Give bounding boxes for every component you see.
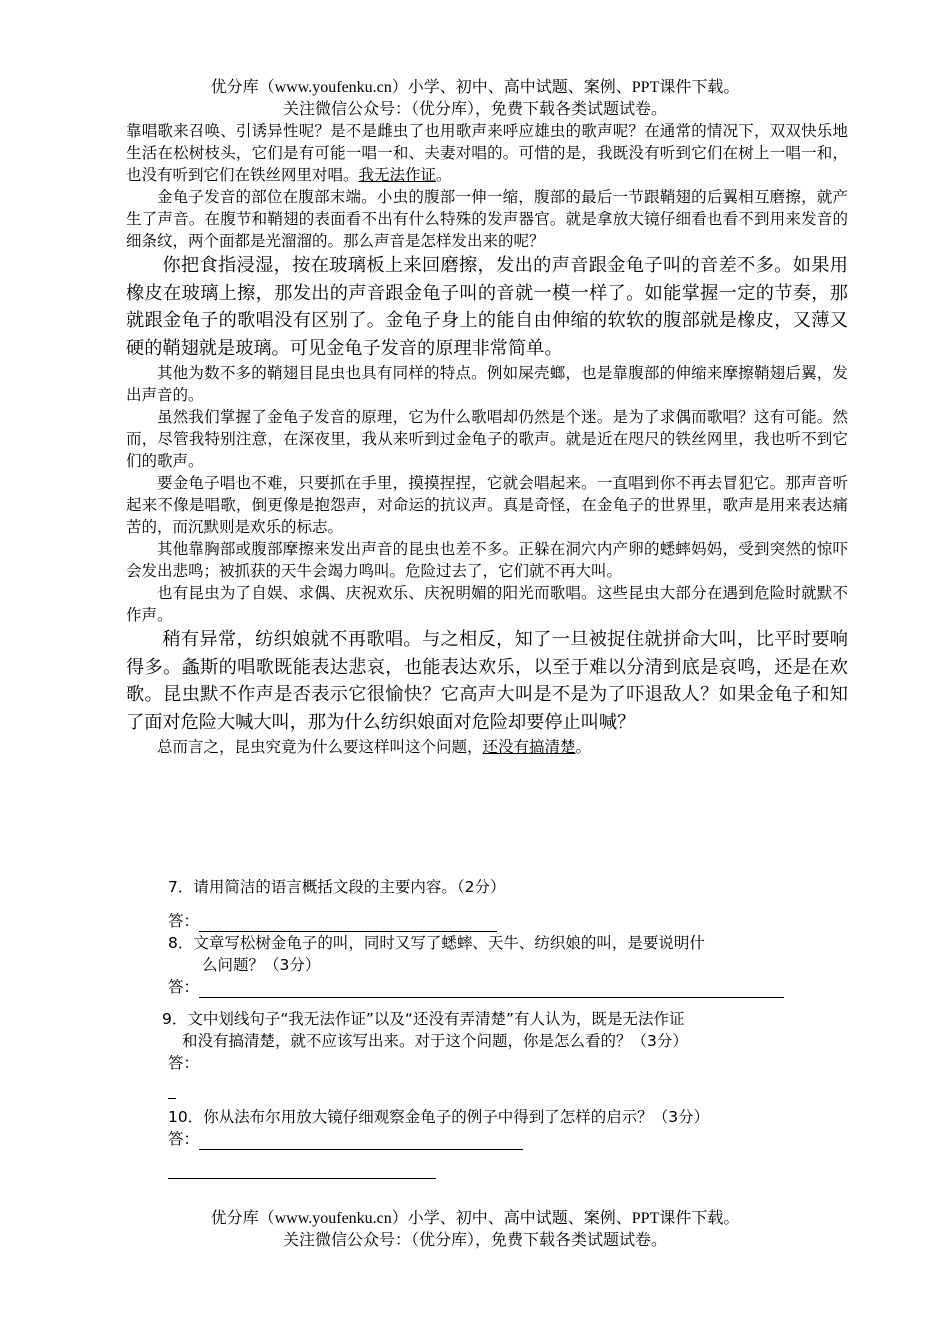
question-9-line-2: 和没有搞清楚，就不应该写出来。对于这个问题，你是怎么看的？（3分）	[182, 1032, 688, 1050]
answer-label-9: 答：	[168, 1054, 200, 1072]
p10-text: 总而言之，昆虫究竟为什么要这样叫这个问题，	[157, 738, 483, 756]
underlined-sentence-2: 还没有搞清楚	[482, 738, 576, 756]
question-8	[168, 932, 705, 976]
passage-paragraph-8: 也有昆虫为了自娱、求偶、庆祝欢乐、庆祝明媚的阳光而歌唱。这些昆虫大部分在遇到危险时就默不作声。	[126, 584, 848, 624]
question-7: 7．请用简洁的语言概括文段的主要内容。（2分）	[168, 878, 506, 896]
answer-line-9[interactable]	[168, 1098, 176, 1099]
reading-passage	[126, 120, 848, 758]
passage-paragraph-6: 要金龟子唱也不难，只要抓在手里，摸摸捏捏，它就会唱起来。一直唱到你不再去冒犯它。那声音听起来不像是唱歌，倒更像是抱怨声，对命运的抗议声。真是奇怪，在金龟子的世界里，歌声是用来表达痛苦的，而沉默则是欢乐的标志。	[126, 474, 848, 536]
passage-paragraph-3: 你把食指浸湿，按在玻璃板上来回磨擦，发出的声音跟金龟子叫的音差不多。如果用橡皮在玻璃上擦，那发出的声音跟金龟子叫的音就一模一样了。如能掌握一定的节奏，那就跟金龟子的歌唱没有区别了。金龟子身上的能自由伸缩的软软的腹部就是橡皮，又薄又硬的鞘翅就是玻璃。可见金龟子发音的原理非常简单。	[126, 255, 848, 359]
passage-paragraph-5: 虽然我们掌握了金龟子发音的原理，它为什么歌唱却仍然是个迷。是为了求偶而歌唱？这有可能。然而，尽管我特别注意，在深夜里，我从来听到过金龟子的歌声。就是近在咫尺的铁丝网里，我也听不到它们的歌声。	[126, 408, 848, 470]
answer-7	[168, 910, 497, 932]
p1-text: 靠唱歌来召唤、引诱异性呢？是不是雌虫了也用歌声来呼应雄虫的歌声呢？在通常的情况下，双双快乐地生活在松树枝头，它们是有可能一唱一和、夫妻对唱的。可惜的是，我既没有听到它们在树上一唱一和，也没有听到它们在铁丝网里对唱。	[126, 122, 848, 184]
underlined-sentence-1: 我无法作证	[358, 166, 437, 184]
question-9-line-1: 9．文中划线句子“我无法作证”以及“还没有弄清楚”有人认为，既是无法作证	[162, 1010, 685, 1028]
answer-9	[168, 1052, 199, 1074]
page-header	[0, 77, 950, 121]
footer-line-1: 优分库（www.youfenku.cn）小学、初中、高中试题、案例、PPT课件下载。	[210, 1210, 740, 1227]
header-line-1: 优分库（www.youfenku.cn）小学、初中、高中试题、案例、PPT课件下载。	[210, 79, 740, 96]
question-8-line-1: 8．文章写松树金龟子的叫，同时又写了蟋蟀、天牛、纺织娘的叫，是要说明什	[168, 934, 705, 952]
passage-paragraph-2: 金龟子发音的部位在腹部末端。小虫的腹部一伸一缩，腹部的最后一节跟鞘翅的后翼相互磨擦，就产生了声音。在腹节和鞘翅的表面看不出有什么特殊的发声器官。就是拿放大镜仔细看也看不到用来发音的细条纹，两个面都是光溜溜的。那么声音是怎样发出来的呢？	[126, 188, 848, 250]
passage-paragraph-4: 其他为数不多的鞘翅目昆虫也具有同样的特点。例如屎壳螂，也是靠腹部的伸缩来摩擦鞘翅后翼，发出声音的。	[126, 364, 848, 404]
answer-label-8: 答：	[168, 978, 200, 996]
passage-paragraph-9: 稍有异常，纺织娘就不再歌唱。与之相反，知了一旦被捉住就拼命大叫，比平时要响得多。螽斯的唱歌既能表达悲哀，也能表达欢乐，以至于难以分清到底是哀鸣，还是在欢歌。昆虫默不作声是否表示它很愉快？它高声大叫是不是为了吓退敌人？如果金龟子和知了面对危险大喊大叫，那为什么纺织娘面对危险却要停止叫喊？	[126, 629, 848, 733]
question-8-line-2: 么问题？（3分）	[202, 956, 321, 974]
question-9	[162, 1008, 688, 1052]
passage-paragraph-1	[126, 120, 848, 186]
header-line-2: 关注微信公众号：（优分库），免费下载各类试题试卷。	[282, 101, 667, 118]
passage-paragraph-7: 其他靠胸部或腹部摩擦来发出声音的昆虫也差不多。正躲在洞穴内产卵的蟋蟀妈妈，受到突然的惊吓会发出悲鸣；被抓获的天牛会竭力鸣叫。危险过去了，它们就不再大叫。	[126, 540, 848, 580]
answer-line-7[interactable]	[199, 915, 497, 932]
footer-line-2: 关注微信公众号：（优分库），免费下载各类试题试卷。	[282, 1232, 667, 1249]
p10-end: 。	[575, 738, 592, 756]
question-10: 10．你从法布尔用放大镜仔细观察金龟子的例子中得到了怎样的启示？（3分）	[168, 1108, 710, 1126]
page-footer	[0, 1208, 950, 1252]
answer-10	[168, 1128, 523, 1150]
answer-8	[168, 976, 784, 998]
answer-line-10[interactable]	[199, 1133, 523, 1150]
answer-line-10-continued[interactable]	[168, 1178, 436, 1179]
passage-paragraph-10	[126, 736, 848, 758]
answer-line-8[interactable]	[199, 981, 784, 998]
p1-end: 。	[436, 166, 452, 184]
answer-label-10: 答：	[168, 1130, 200, 1148]
answer-label-7: 答：	[168, 912, 200, 930]
